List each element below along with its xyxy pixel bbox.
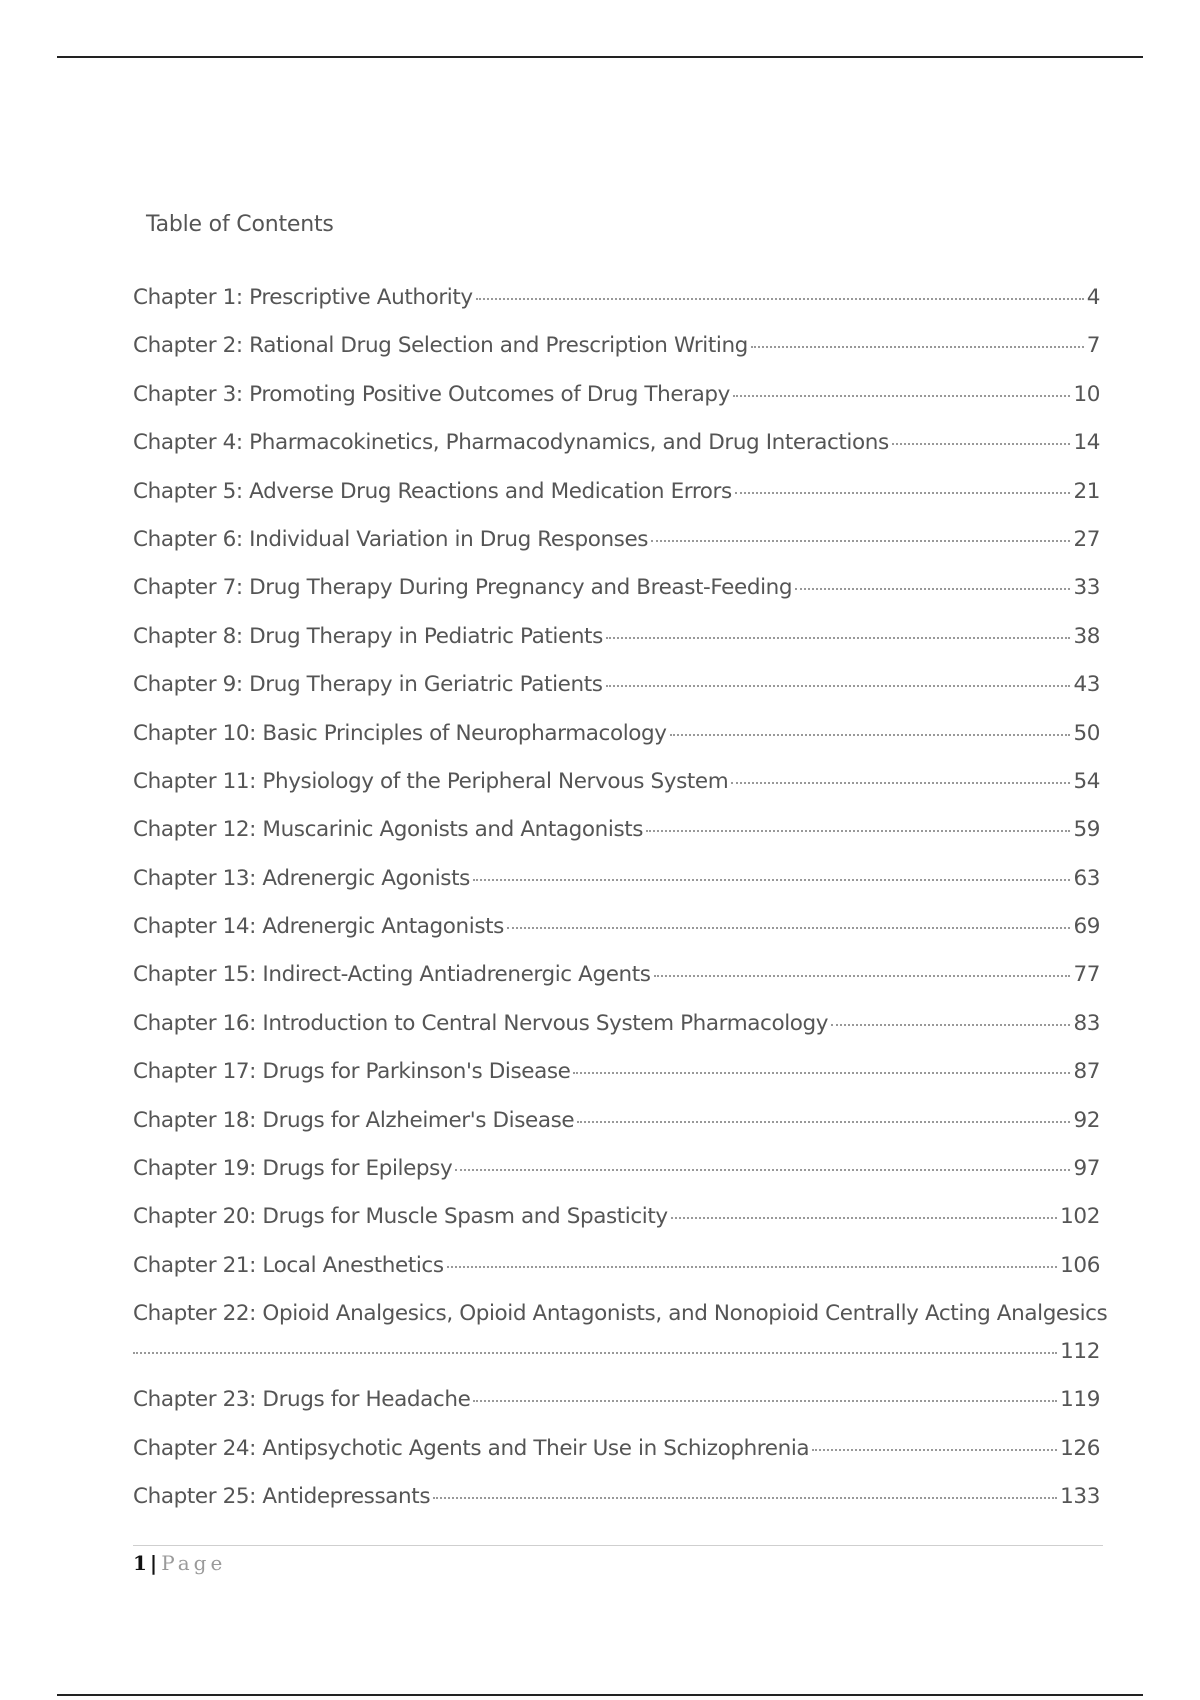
- dot-leader: [455, 1169, 1070, 1171]
- toc-entry-page: 133: [1060, 1483, 1100, 1509]
- bottom-border-rule: [57, 1694, 1143, 1696]
- toc-entry-label: Chapter 20: Drugs for Muscle Spasm and Spasticity: [133, 1204, 668, 1230]
- toc-entry-label: Chapter 12: Muscarinic Agonists and Antagonists: [133, 817, 644, 843]
- toc-entry-page: 38: [1073, 623, 1100, 649]
- toc-entry-chapter-12[interactable]: [133, 817, 1100, 865]
- dot-leader: [473, 1400, 1057, 1402]
- toc-entry-chapter-25[interactable]: [133, 1484, 1100, 1532]
- dot-leader: [892, 443, 1071, 445]
- toc-entry-page: 33: [1073, 575, 1100, 601]
- toc-entry-chapter-7[interactable]: [133, 575, 1100, 623]
- toc-entry-label: Chapter 10: Basic Principles of Neuropharmacology: [133, 720, 667, 746]
- dot-leader: [133, 1352, 1057, 1354]
- toc-entry-chapter-22[interactable]: [133, 1301, 1108, 1387]
- dot-leader: [795, 588, 1070, 590]
- toc-entry-label: Chapter 5: Adverse Drug Reactions and Medication Errors: [133, 478, 732, 504]
- toc-entry-chapter-8[interactable]: [133, 624, 1100, 672]
- toc-entry-chapter-10[interactable]: [133, 721, 1100, 769]
- toc-entry-label: Chapter 25: Antidepressants: [133, 1483, 431, 1509]
- toc-list: [133, 285, 1108, 1532]
- toc-entry-page: 21: [1073, 478, 1100, 504]
- toc-entry-chapter-13[interactable]: [133, 866, 1100, 914]
- footer-separator: |: [149, 1551, 158, 1575]
- toc-entry-label: Chapter 21: Local Anesthetics: [133, 1252, 444, 1278]
- dot-leader: [473, 879, 1071, 881]
- toc-entry-label: Chapter 13: Adrenergic Agonists: [133, 865, 470, 891]
- toc-entry-page: 10: [1073, 381, 1100, 407]
- toc-entry-label: Chapter 1: Prescriptive Authority: [133, 285, 473, 310]
- toc-entry-label: Chapter 22: Opioid Analgesics, Opioid Antagonists, and Nonopioid Centrally Acting Analgesics: [133, 1301, 1108, 1327]
- toc-entry-chapter-5[interactable]: [133, 479, 1100, 527]
- toc-entry-label: Chapter 24: Antipsychotic Agents and Their Use in Schizophrenia: [133, 1435, 810, 1461]
- toc-entry-chapter-17[interactable]: [133, 1059, 1100, 1107]
- toc-entry-chapter-4[interactable]: [133, 430, 1100, 478]
- toc-entry-label: Chapter 23: Drugs for Headache: [133, 1387, 471, 1413]
- toc-entry-page: 119: [1060, 1387, 1100, 1413]
- dot-leader: [735, 492, 1071, 494]
- toc-entry-label: Chapter 15: Indirect-Acting Antiadrenergic Agents: [133, 962, 651, 988]
- dot-leader: [447, 1266, 1057, 1268]
- toc-entry-leader-row: [133, 1339, 1100, 1364]
- toc-entry-page: 43: [1073, 672, 1100, 698]
- toc-entry-label: Chapter 16: Introduction to Central Nervous System Pharmacology: [133, 1010, 829, 1036]
- toc-entry-label: Chapter 19: Drugs for Epilepsy: [133, 1156, 453, 1182]
- toc-entry-label: Chapter 3: Promoting Positive Outcomes of Drug Therapy: [133, 381, 730, 407]
- dot-leader: [671, 1217, 1057, 1219]
- footer-rule: [133, 1545, 1103, 1546]
- page-footer: [133, 1551, 226, 1575]
- toc-entry-page: 4: [1086, 285, 1100, 310]
- toc-entry-page: 126: [1060, 1435, 1100, 1461]
- dot-leader: [606, 685, 1071, 687]
- toc-entry-chapter-15[interactable]: [133, 962, 1100, 1010]
- toc-entry-chapter-1[interactable]: [133, 285, 1100, 333]
- toc-entry-page: 92: [1073, 1107, 1100, 1133]
- toc-entry-page: 106: [1060, 1252, 1100, 1278]
- toc-entry-chapter-6[interactable]: [133, 527, 1100, 575]
- toc-entry-label: Chapter 9: Drug Therapy in Geriatric Patients: [133, 672, 603, 698]
- toc-entry-chapter-2[interactable]: [133, 333, 1100, 381]
- toc-entry-label: Chapter 18: Drugs for Alzheimer's Disease: [133, 1107, 575, 1133]
- dot-leader: [751, 346, 1084, 348]
- dot-leader: [733, 395, 1070, 397]
- toc-entry-chapter-3[interactable]: [133, 382, 1100, 430]
- toc-entry-chapter-11[interactable]: [133, 769, 1100, 817]
- toc-entry-page: 87: [1073, 1059, 1100, 1085]
- toc-entry-chapter-16[interactable]: [133, 1011, 1100, 1059]
- dot-leader: [831, 1024, 1070, 1026]
- toc-title: Table of Contents: [146, 212, 334, 237]
- toc-entry-page: 59: [1073, 817, 1100, 843]
- toc-entry-chapter-14[interactable]: [133, 914, 1100, 962]
- toc-entry-label: Chapter 17: Drugs for Parkinson's Disease: [133, 1059, 571, 1085]
- dot-leader: [433, 1497, 1057, 1499]
- toc-entry-page: 69: [1073, 914, 1100, 940]
- toc-entry-chapter-9[interactable]: [133, 672, 1100, 720]
- dot-leader: [606, 637, 1071, 639]
- dot-leader: [670, 734, 1071, 736]
- toc-entry-label: Chapter 7: Drug Therapy During Pregnancy and Breast-Feeding: [133, 575, 793, 601]
- dot-leader: [507, 927, 1070, 929]
- toc-entry-page: 83: [1073, 1010, 1100, 1036]
- toc-entry-page: 54: [1073, 768, 1100, 794]
- toc-entry-page: 97: [1073, 1156, 1100, 1182]
- top-border-rule: [57, 56, 1143, 58]
- toc-entry-label: Chapter 11: Physiology of the Peripheral Nervous System: [133, 768, 729, 794]
- toc-entry-page: 14: [1073, 430, 1100, 456]
- footer-page-word: Page: [161, 1551, 227, 1575]
- toc-entry-label: Chapter 6: Individual Variation in Drug Responses: [133, 526, 649, 552]
- dot-leader: [731, 782, 1070, 784]
- footer-page-number: 1: [133, 1551, 147, 1575]
- dot-leader: [812, 1449, 1057, 1451]
- toc-entry-page: 50: [1073, 720, 1100, 746]
- toc-entry-label: Chapter 8: Drug Therapy in Pediatric Patients: [133, 623, 603, 649]
- dot-leader: [577, 1121, 1070, 1123]
- toc-entry-page: 63: [1073, 865, 1100, 891]
- toc-entry-page: 77: [1073, 962, 1100, 988]
- toc-entry-chapter-23[interactable]: [133, 1387, 1100, 1435]
- dot-leader: [646, 830, 1070, 832]
- toc-entry-page: 102: [1060, 1204, 1100, 1230]
- toc-entry-chapter-21[interactable]: [133, 1253, 1100, 1301]
- toc-entry-page: 112: [1060, 1339, 1100, 1365]
- dot-leader: [651, 540, 1070, 542]
- toc-entry-chapter-18[interactable]: [133, 1108, 1100, 1156]
- toc-entry-chapter-20[interactable]: [133, 1204, 1100, 1252]
- toc-entry-chapter-19[interactable]: [133, 1156, 1100, 1204]
- toc-entry-label: Chapter 14: Adrenergic Antagonists: [133, 914, 504, 940]
- toc-entry-label: Chapter 4: Pharmacokinetics, Pharmacodynamics, and Drug Interactions: [133, 430, 889, 456]
- toc-entry-page: 27: [1073, 526, 1100, 552]
- toc-entry-page: 7: [1086, 333, 1100, 359]
- dot-leader: [654, 975, 1071, 977]
- dot-leader: [573, 1072, 1070, 1074]
- toc-entry-chapter-24[interactable]: [133, 1436, 1100, 1484]
- dot-leader: [476, 298, 1084, 300]
- toc-entry-label: Chapter 2: Rational Drug Selection and Prescription Writing: [133, 333, 748, 359]
